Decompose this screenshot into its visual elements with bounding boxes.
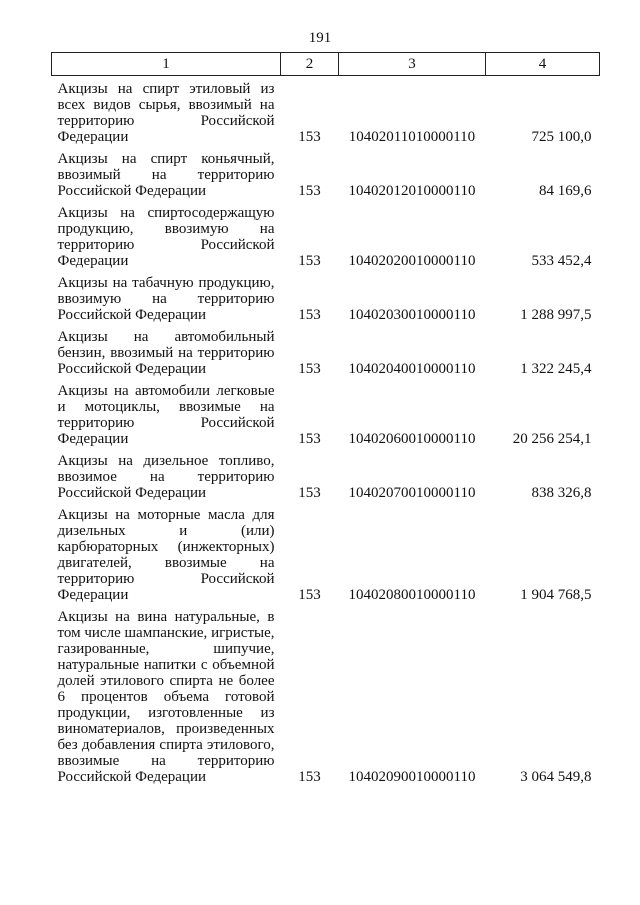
revenue-name: Акцизы на вина натуральные, в том числе шампанские, игристые, газированные, шипучие, натуральные напитки с объемной долей этилового спирта не более 6 процентов объема готовой продукции, изготовленные из виноматериалов, произведенных без добавления спирта этилового, ввозимые на территорию Российской Федерации [57, 609, 275, 785]
table-row [52, 448, 600, 502]
table-row [52, 146, 600, 200]
table-header-row [52, 53, 600, 76]
budget-classification-code: 10402070010000110 [348, 485, 476, 501]
administrator-code: 153 [298, 183, 321, 199]
budget-classification-code: 10402030010000110 [348, 307, 476, 323]
administrator-code: 153 [298, 129, 321, 145]
table-row [52, 270, 600, 324]
amount-value: 84 169,6 [539, 183, 592, 199]
revenue-name: Акцизы на спирт коньячный, ввозимый на территорию Российской Федерации [57, 151, 275, 199]
revenue-name: Акцизы на автомобильный бензин, ввозимый на территорию Российской Федерации [57, 329, 275, 377]
administrator-code: 153 [298, 587, 321, 603]
table-row [52, 502, 600, 604]
revenue-name: Акцизы на автомобили легковые и мотоциклы, ввозимые на территорию Российской Федерации [57, 383, 275, 447]
column-header-4: 4 [486, 53, 600, 76]
amount-value: 1 322 245,4 [520, 361, 592, 377]
amount-value: 838 326,8 [531, 485, 592, 501]
administrator-code: 153 [298, 253, 321, 269]
revenue-table [51, 52, 600, 786]
administrator-code: 153 [298, 361, 321, 377]
amount-value: 1 288 997,5 [520, 307, 592, 323]
revenue-name: Акцизы на дизельное топливо, ввозимое на территорию Российской Федерации [57, 453, 275, 501]
amount-value: 20 256 254,1 [512, 431, 592, 447]
budget-classification-code: 10402011010000110 [348, 129, 476, 145]
column-header-2: 2 [281, 53, 339, 76]
administrator-code: 153 [298, 769, 321, 785]
table-row [52, 324, 600, 378]
table-row [52, 378, 600, 448]
revenue-name: Акцизы на спиртосодержащую продукцию, ввозимую на территорию Российской Федерации [57, 205, 275, 269]
budget-classification-code: 10402012010000110 [348, 183, 476, 199]
revenue-name: Акцизы на спирт этиловый из всех видов сырья, ввозимый на территорию Российской Федерации [57, 81, 275, 145]
budget-classification-code: 10402020010000110 [348, 253, 476, 269]
amount-value: 725 100,0 [531, 129, 592, 145]
budget-classification-code: 10402080010000110 [348, 587, 476, 603]
administrator-code: 153 [298, 485, 321, 501]
table-row [52, 604, 600, 786]
page-number: 191 [308, 30, 332, 46]
administrator-code: 153 [298, 431, 321, 447]
administrator-code: 153 [298, 307, 321, 323]
budget-classification-code: 10402060010000110 [348, 431, 476, 447]
amount-value: 1 904 768,5 [520, 587, 592, 603]
revenue-name: Акцизы на табачную продукцию, ввозимую на территорию Российской Федерации [57, 275, 275, 323]
amount-value: 3 064 549,8 [520, 769, 592, 785]
revenue-name: Акцизы на моторные масла для дизельных и (или) карбюраторных (инжекторных) двигателей, ввозимые на территорию Российской Федерации [57, 507, 275, 603]
table-row [52, 200, 600, 270]
column-header-1: 1 [52, 53, 281, 76]
budget-classification-code: 10402090010000110 [348, 769, 476, 785]
column-header-3: 3 [339, 53, 486, 76]
table-row [52, 76, 600, 147]
budget-classification-code: 10402040010000110 [348, 361, 476, 377]
amount-value: 533 452,4 [531, 253, 592, 269]
